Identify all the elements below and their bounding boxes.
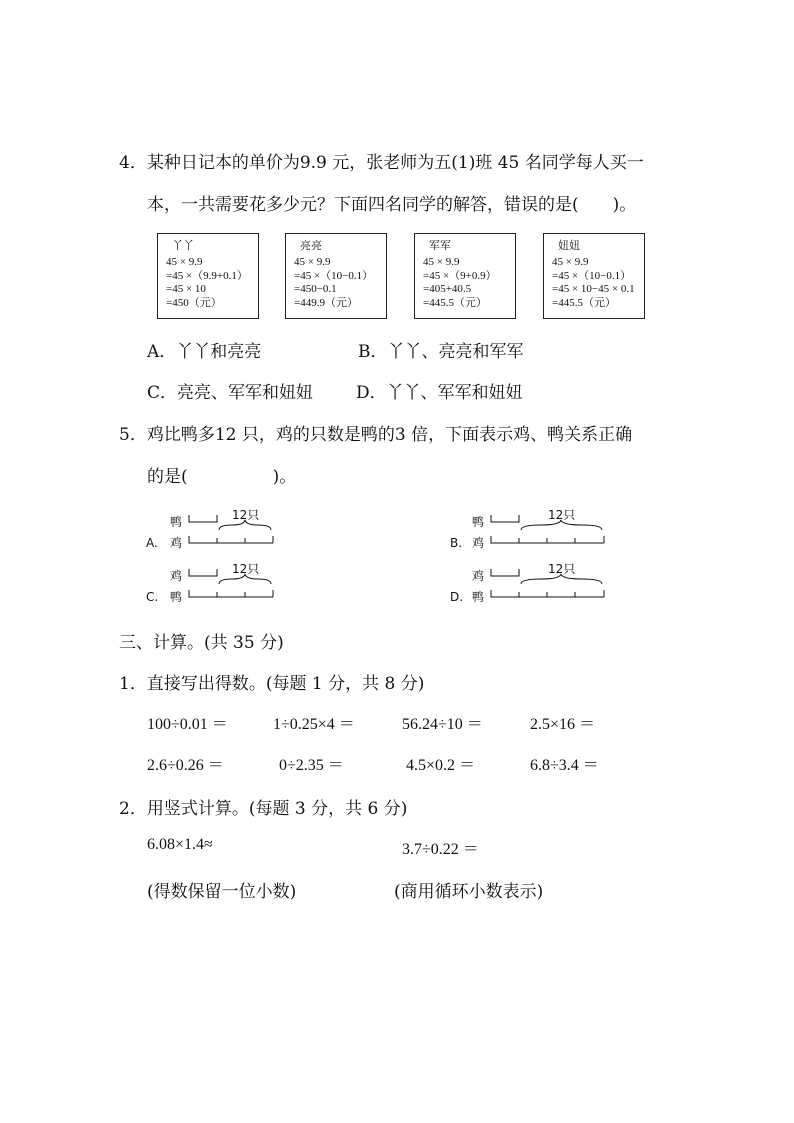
top-segment [189,515,217,522]
calc-item: 2.6÷0.26 ＝ [147,757,224,774]
bottom-segments [491,590,604,597]
solution-line: =45 ×（9+0.9） [423,269,497,282]
top-segment [491,515,519,522]
bottom-segments [189,536,273,543]
diagram-a[interactable] [146,508,273,550]
brace-label: 12只 [548,508,576,522]
solution-line: =445.5（元） [552,296,616,309]
calc-item: 4.5×0.2 ＝ [406,757,476,774]
option-letter: C. [146,590,159,604]
solution-line: 45 × 9.9 [423,256,460,268]
diagram-d[interactable] [450,562,604,604]
top-row-label: 鸡 [170,569,183,583]
section3-title: 三、计算。(共 35 分) [119,633,284,653]
top-row-label: 鸡 [472,569,485,583]
solution-line: =45 ×（10−0.1） [294,269,374,282]
q4-option-c[interactable]: C．亮亮、军军和妞妞 [147,383,314,403]
option-letter: D. [450,590,464,604]
top-segment [189,569,217,576]
top-row-label: 鸭 [170,515,183,529]
solution-line: 45 × 9.9 [294,256,331,268]
calc-item: 100÷0.01 ＝ [147,716,228,733]
solution-line: =450−0.1 [294,283,337,295]
part2-title: 2．用竖式计算。(每题 3 分，共 6 分) [119,799,408,819]
solution-line: =45 ×（9.9+0.1） [166,269,248,282]
solution-line: =449.9（元） [294,296,358,309]
calc-item: 0÷2.35 ＝ [279,757,344,774]
option-letter: A. [146,536,158,550]
q4-option-d[interactable]: D．丫丫、军军和妞妞 [356,383,523,403]
bottom-segments [189,590,273,597]
calc-item: 56.24÷10 ＝ [402,716,483,733]
bottom-row-label: 鸭 [170,590,183,604]
q5-line1: 5．鸡比鸭多12 只，鸡的只数是鸭的3 倍，下面表示鸡、鸭关系正确 [119,425,633,445]
diagram-c[interactable] [146,562,273,604]
part1-title: 1．直接写出得数。(每题 1 分，共 8 分) [119,674,425,694]
solver-name: 妞妞 [558,240,580,252]
brace-label: 12只 [232,508,260,522]
q4-option-a[interactable]: A．丫丫和亮亮 [147,342,262,362]
diagram-b[interactable] [450,508,604,550]
solution-line: =445.5（元） [423,296,487,309]
solver-name: 丫丫 [172,240,194,252]
calc-item: 2.5×16 ＝ [530,716,596,733]
vertical-calc-expr: 6.08×1.4≈ [147,836,213,853]
bottom-row-label: 鸡 [472,536,485,550]
vertical-calc-expr: 3.7÷0.22 ＝ [402,841,479,858]
bottom-row-label: 鸡 [170,536,183,550]
solution-line: =45 ×（10−0.1） [552,269,632,282]
brace-label: 12只 [548,562,576,576]
q4-line1: 4．某种日记本的单价为9.9 元，张老师为五(1)班 45 名同学每人买一 [119,153,644,173]
q5-line2: 的是( )。 [147,467,297,487]
option-letter: B. [450,536,463,550]
calc-item: 1÷0.25×4 ＝ [273,716,355,733]
solution-line: =405+40.5 [423,283,472,295]
solver-name: 军军 [429,240,451,252]
calc-note: (商用循环小数表示) [394,882,544,902]
q4-line2: 本，一共需要花多少元？下面四名同学的解答，错误的是( )。 [147,195,637,215]
calc-note: (得数保留一位小数) [147,882,297,902]
solution-line: =45 × 10−45 × 0.1 [552,283,635,295]
solution-line: 45 × 9.9 [166,256,203,268]
solution-line: 45 × 9.9 [552,256,589,268]
bottom-row-label: 鸭 [472,590,485,604]
brace-label: 12只 [232,562,260,576]
q4-option-b[interactable]: B．丫丫、亮亮和军军 [358,342,524,362]
solver-name: 亮亮 [300,240,322,252]
calc-item: 6.8÷3.4 ＝ [530,757,599,774]
top-row-label: 鸭 [472,515,485,529]
solution-line: =45 × 10 [166,283,206,295]
top-segment [491,569,519,576]
bottom-segments [491,536,604,543]
solution-line: =450（元） [166,296,222,309]
